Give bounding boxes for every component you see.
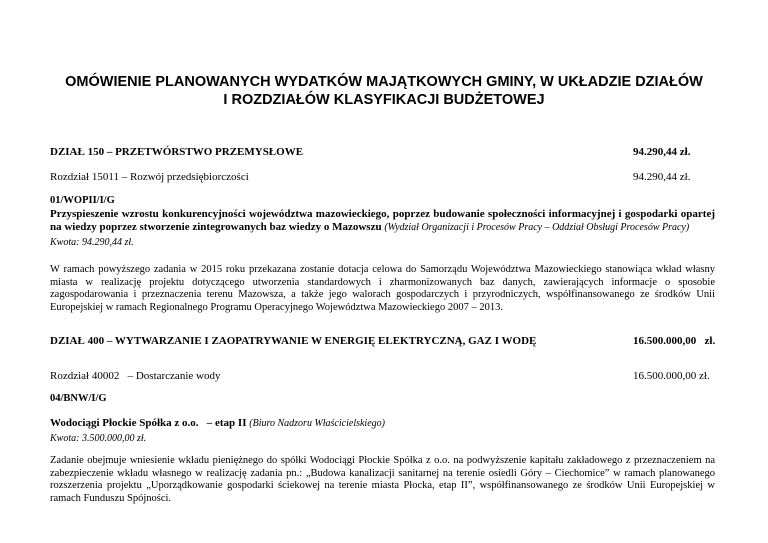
task-description-2: Zadanie obejmuje wniesienie wkładu pieniężnego do spółki Wodociągi Płockie Spółka z o.o. na podwyższenie kapitału zakładowego z przeznaczeniem na zabezpieczenie wkładu własnego w realizację zadania pn.: „Budowa kanalizacji sanitarnej na terenie osiedli Góry – Ciechomice” w ramach planowanego rozszerzenia projektu „Uporządkowanie gospodarki ściekowej na terenie miasta Płocka, etap II”, współfinansowanego ze środków Unii Europejskiej w ramach Funduszu Spójności. [50,455,715,504]
rozdzial-15011-amount: 94.290,44 zł. [633,171,691,183]
task-unit-2: (Biuro Nadzoru Właścicielskiego) [249,418,385,429]
rozdzial-15011: Rozdział 15011 – Rozwój przedsiębiorczości [50,171,249,183]
page-title-line1: OMÓWIENIE PLANOWANYCH WYDATKÓW MAJĄTKOWYCH GMINY, W UKŁADZIE DZIAŁÓW [65,74,703,90]
dzial-400-heading: DZIAŁ 400 – WYTWARZANIE I ZAOPATRYWANIE W ENERGIĘ ELEKTRYCZNĄ, GAZ I WODĘ [50,335,537,347]
dzial-150-amount: 94.290,44 zł. [633,146,691,158]
task-code-1: 01/WOPII/I/G [50,195,115,206]
task-code-2: 04/BNW/I/G [50,393,107,404]
page-title-line2: I ROZDZIAŁÓW KLASYFIKACJI BUDŻETOWEJ [223,92,545,108]
rozdzial-40002-amount: 16.500.000,00 zł. [633,370,710,382]
task-title-2-text: Wodociągi Płockie Spółka z o.o. – etap II [50,417,247,429]
task-description-1: W ramach powyższego zadania w 2015 roku przekazana zostanie dotacja celowa do Samorządu Województwa Mazowieckiego stanowiąca wkład własny miasta w realizację projektu dotyczącego utworzenia standardowych i zharmonizowanych baz danych, zawierających informacje o sposobie zagospodarowania i przeznaczenia terenu Mazowsza, a także jego walorach gospodarczych i przyrodniczych, współfinansowanego ze środków Unii Europejskiej w ramach Regionalnego Programu Operacyjnego Województwa Mazowieckiego 2007 – 2013. [50,264,715,313]
kwota-2: Kwota: 3.500.000,00 zł. [50,433,147,444]
rozdzial-40002: Rozdział 40002 – Dostarczanie wody [50,370,221,382]
dzial-150-heading: DZIAŁ 150 – PRZETWÓRSTWO PRZEMYSŁOWE [50,146,304,158]
task-unit-1: (Wydział Organizacji i Procesów Pracy – Oddział Obsługi Procesów Pracy) [384,222,690,233]
dzial-400-amount: 16.500.000,00 zł. [633,335,716,347]
task-title-2 [50,417,385,430]
task-title-1 [50,208,715,234]
kwota-1: Kwota: 94.290,44 zł. [50,237,134,248]
page-title [40,73,728,109]
task-title-1-text: Przyspieszenie wzrostu konkurencyjności województwa mazowieckiego, poprzez budowanie społeczności informacyjnej i gospodarki opartej na wiedzy poprzez stworzenie zintegrowanych baz wiedzy o Mazowszu [50,208,715,233]
